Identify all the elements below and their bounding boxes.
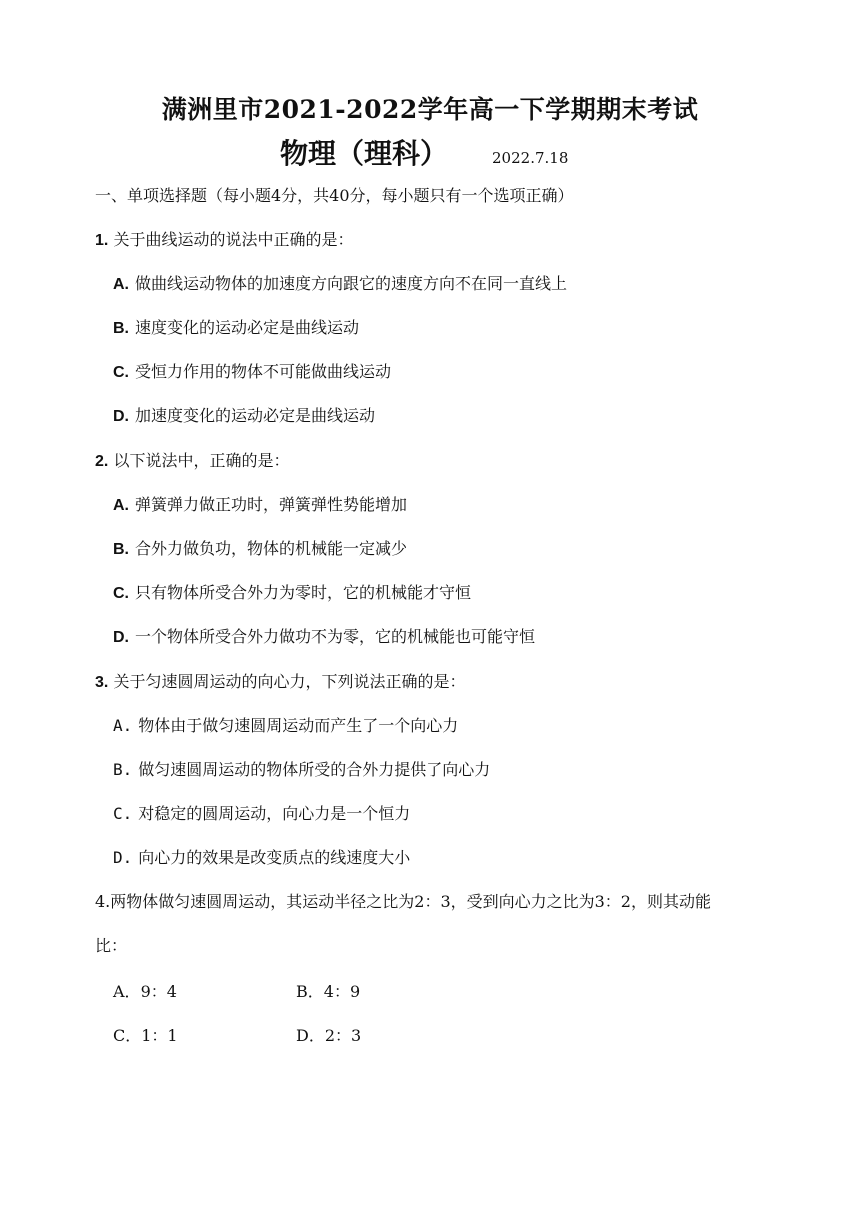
question-3-stem (95, 670, 465, 695)
question-2-option-a (113, 493, 407, 518)
option-letter: C. (113, 804, 133, 823)
question-4-stem-continued: 比： (95, 936, 128, 955)
question-text: 以下说法中，正确的是： (113, 451, 290, 470)
question-3-option-a (113, 714, 458, 738)
option-text: 1：1 (141, 1026, 178, 1045)
question-number: 1. (95, 232, 109, 249)
question-4-option-c (113, 1024, 178, 1048)
option-text: 做匀速圆周运动的物体所受的合外力提供了向心力 (138, 760, 491, 779)
option-letter: B. (113, 320, 129, 337)
option-text: 只有物体所受合外力为零时，它的机械能才守恒 (135, 583, 472, 602)
question-4-stem (95, 890, 711, 914)
subject-title: 物理（理科） (280, 137, 449, 170)
subject-line (280, 132, 568, 176)
option-text: 合外力做负功，物体的机械能一定减少 (135, 539, 408, 558)
question-2-option-b (113, 537, 407, 562)
option-letter: C． (113, 1026, 142, 1045)
option-text: 加速度变化的运动必定是曲线运动 (135, 406, 376, 425)
option-letter: C. (113, 585, 129, 602)
option-text: 受恒力作用的物体不可能做曲线运动 (135, 362, 392, 381)
option-text: 弹簧弹力做正功时，弹簧弹性势能增加 (135, 495, 408, 514)
option-text: 物体由于做匀速圆周运动而产生了一个向心力 (138, 716, 459, 735)
question-4-option-a (113, 980, 177, 1004)
option-letter: A. (113, 497, 129, 514)
option-letter: B. (113, 541, 129, 558)
option-letter: D. (113, 629, 129, 646)
option-text: 2：3 (324, 1026, 362, 1045)
option-letter: B． (296, 982, 324, 1001)
option-text: 向心力的效果是改变质点的线速度大小 (138, 848, 411, 867)
exam-date: 2022.7.18 (492, 149, 569, 167)
question-2-stem (95, 449, 289, 474)
option-text: 做曲线运动物体的加速度方向跟它的速度方向不在同一直线上 (135, 274, 568, 293)
question-number: 2. (95, 453, 109, 470)
option-letter: C. (113, 364, 129, 381)
option-text: 4：9 (323, 982, 361, 1001)
question-text: 关于曲线运动的说法中正确的是： (113, 230, 354, 249)
question-4-option-b (296, 980, 360, 1004)
question-1-option-c (113, 360, 391, 385)
question-1-option-d (113, 404, 375, 429)
option-text: 9：4 (140, 982, 177, 1001)
question-4-option-d (296, 1024, 361, 1048)
option-letter: A. (113, 276, 129, 293)
option-letter: D． (296, 1026, 325, 1045)
question-2-option-c (113, 581, 471, 606)
option-letter: D. (113, 408, 129, 425)
question-2-option-d (113, 625, 535, 650)
option-letter: B. (113, 760, 133, 779)
option-text: 对稳定的圆周运动，向心力是一个恒力 (138, 804, 411, 823)
option-text: 速度变化的运动必定是曲线运动 (135, 318, 360, 337)
question-text: 两物体做匀速圆周运动，其运动半径之比为2：3，受到向心力之比为3：2，则其动能 (110, 892, 711, 911)
exam-title: 满洲里市2021-2022学年高一下学期期末考试 (161, 95, 699, 124)
question-3-option-b (113, 758, 490, 782)
question-1-option-a (113, 272, 567, 297)
question-1-option-b (113, 316, 359, 341)
option-letter: A． (113, 982, 141, 1001)
question-number: 3. (95, 674, 109, 691)
option-letter: D. (113, 848, 133, 867)
question-3-option-c (113, 802, 410, 826)
option-letter: A. (113, 716, 133, 735)
question-number: 4. (95, 892, 111, 911)
question-3-option-d (113, 846, 410, 870)
question-text: 关于匀速圆周运动的向心力，下列说法正确的是： (113, 672, 466, 691)
section-heading: 一、单项选择题（每小题4分，共40分，每小题只有一个选项正确） (95, 186, 574, 205)
question-1-stem (95, 228, 353, 253)
option-text: 一个物体所受合外力做功不为零，它的机械能也可能守恒 (135, 627, 536, 646)
